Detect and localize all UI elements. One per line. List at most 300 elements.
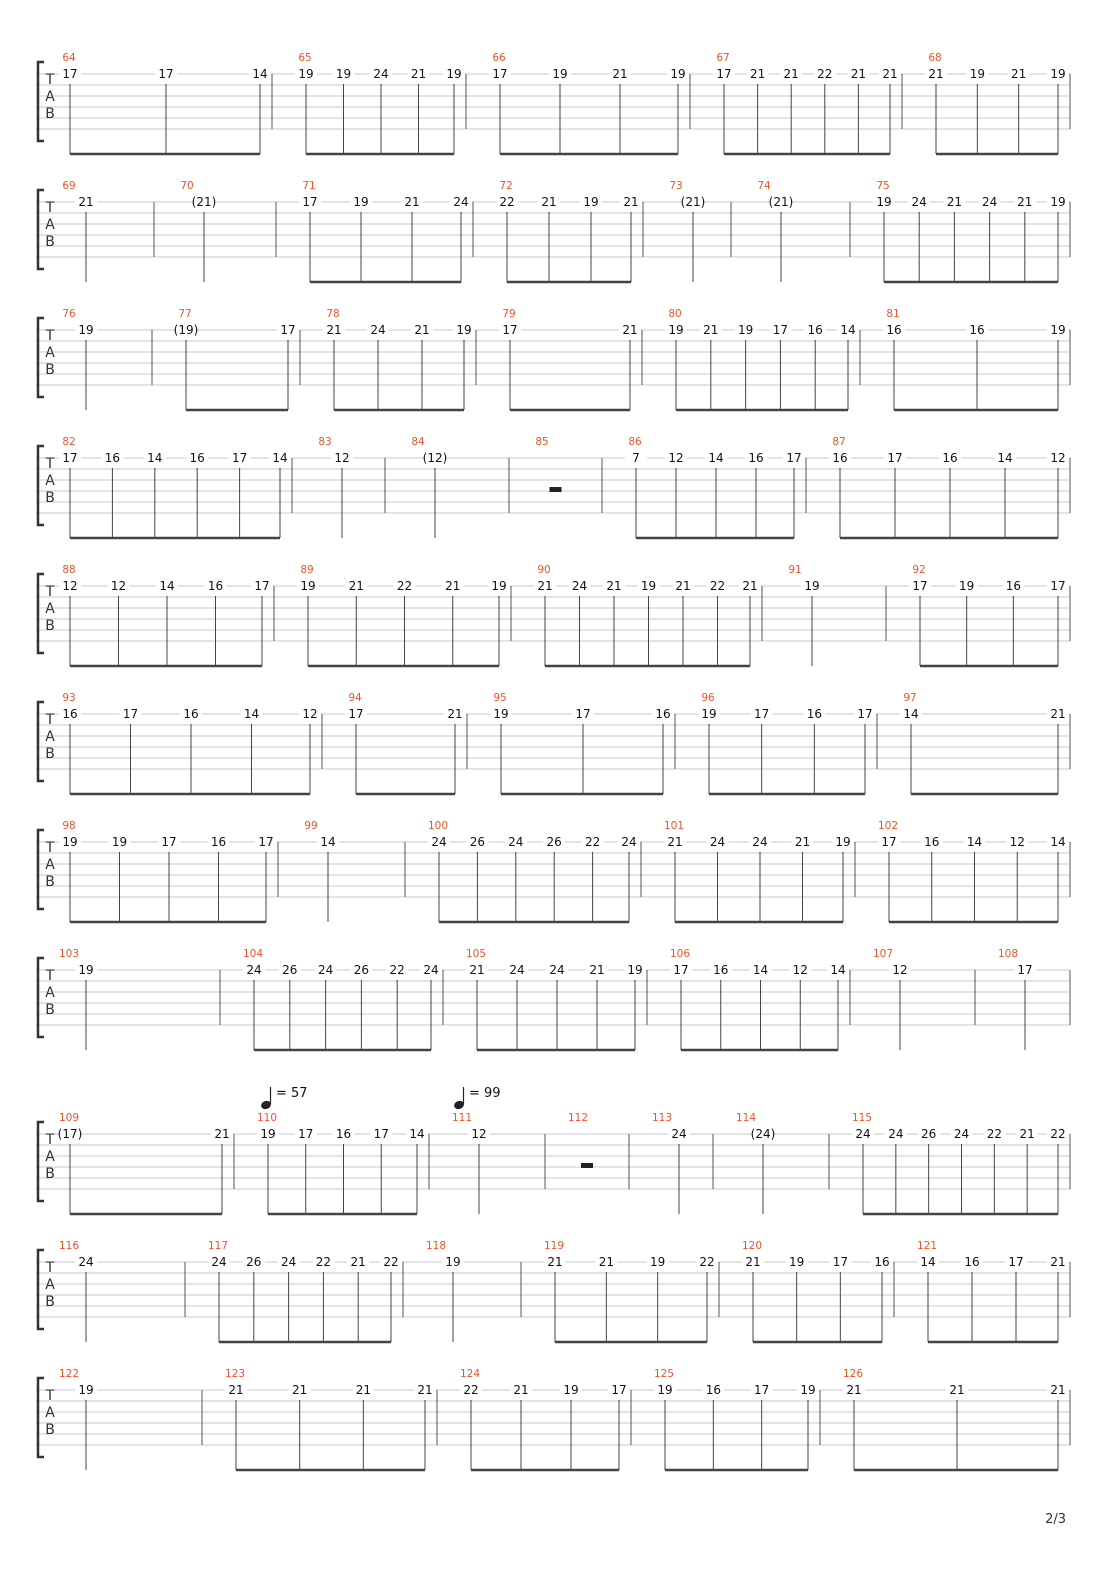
fret-number: 21 xyxy=(589,963,605,977)
tab-system xyxy=(36,1368,1070,1470)
fret-number: 19 xyxy=(78,963,94,977)
measure-number: 92 xyxy=(912,564,926,576)
fret-number: (21) xyxy=(768,195,794,209)
tempo-marking xyxy=(260,1086,308,1110)
fret-number: 12 xyxy=(892,963,908,977)
measure-number: 72 xyxy=(499,180,513,192)
measure-number: 123 xyxy=(224,1368,246,1380)
fret-number: 17 xyxy=(280,323,296,337)
fret-number: 19 xyxy=(789,1255,805,1269)
fret-number: 21 xyxy=(606,579,622,593)
measure-number: 82 xyxy=(62,436,76,448)
fret-number: 16 xyxy=(62,707,78,721)
tab-system xyxy=(36,564,1070,666)
measure-number: 90 xyxy=(537,564,551,576)
fret-number: 19 xyxy=(800,1383,816,1397)
fret-number: 16 xyxy=(748,451,764,465)
fret-number: 19 xyxy=(78,1383,94,1397)
fret-number: 16 xyxy=(807,323,823,337)
fret-number: 12 xyxy=(668,451,684,465)
tab-clef-letter: T xyxy=(45,1260,55,1276)
fret-number: 17 xyxy=(1008,1255,1024,1269)
tab-system xyxy=(36,1240,1070,1342)
fret-number: 12 xyxy=(471,1127,487,1141)
fret-number: 21 xyxy=(846,1383,862,1397)
fret-number: 24 xyxy=(508,835,524,849)
tab-clef-letter: A xyxy=(45,1149,55,1165)
measure-number: 81 xyxy=(886,308,900,320)
tab-system xyxy=(36,52,1070,154)
fret-number: 19 xyxy=(493,707,509,721)
fret-number: 21 xyxy=(445,579,461,593)
fret-number: 24 xyxy=(246,963,262,977)
fret-number: 16 xyxy=(1005,579,1021,593)
fret-number: 17 xyxy=(373,1127,389,1141)
fret-number: 12 xyxy=(1009,835,1025,849)
measure-number: 96 xyxy=(701,692,715,704)
measure-number: 98 xyxy=(62,820,76,832)
tab-clef-letter: A xyxy=(45,473,55,489)
fret-number: 24 xyxy=(888,1127,904,1141)
measure-number: 65 xyxy=(298,52,312,64)
measure-number: 109 xyxy=(58,1112,80,1124)
fret-number: 14 xyxy=(830,963,846,977)
fret-number: 22 xyxy=(986,1127,1002,1141)
fret-number: 17 xyxy=(502,323,518,337)
measure-number: 100 xyxy=(427,820,449,832)
tab-clef-letter: T xyxy=(45,328,55,344)
measure-number: 108 xyxy=(997,948,1019,960)
tab-clef-letter: B xyxy=(45,490,55,506)
fret-number: 19 xyxy=(335,67,352,81)
fret-number: 17 xyxy=(881,835,897,849)
measure-number: 103 xyxy=(58,948,80,960)
fret-number: 12 xyxy=(110,579,127,593)
tab-clef-letter: B xyxy=(45,746,55,762)
fret-number: 22 xyxy=(389,963,405,977)
measure-number: 121 xyxy=(916,1240,938,1252)
tab-system xyxy=(36,820,1070,922)
fret-number: 21 xyxy=(703,323,719,337)
rest-symbol xyxy=(550,487,562,492)
fret-number: 17 xyxy=(62,67,78,81)
fret-number: (21) xyxy=(680,195,706,209)
tab-clef-letter: A xyxy=(45,217,55,233)
fret-number: 14 xyxy=(903,707,919,721)
fret-number: 22 xyxy=(817,67,833,81)
tab-clef-letter: B xyxy=(45,234,55,250)
fret-number: 21 xyxy=(447,707,463,721)
fret-number: 22 xyxy=(699,1255,715,1269)
fret-number: 21 xyxy=(622,323,638,337)
fret-number: 17 xyxy=(1017,963,1033,977)
fret-number: 14 xyxy=(243,707,260,721)
measure-number: 115 xyxy=(851,1112,873,1124)
fret-number: 19 xyxy=(552,67,568,81)
fret-number: 17 xyxy=(611,1383,627,1397)
fret-number: 24 xyxy=(373,67,389,81)
fret-number: 16 xyxy=(210,835,227,849)
fret-number: 22 xyxy=(315,1255,332,1269)
fret-number: 16 xyxy=(969,323,985,337)
fret-number: 21 xyxy=(326,323,342,337)
fret-number: 21 xyxy=(742,579,758,593)
tab-clef-letter: T xyxy=(45,968,55,984)
tab-clef-letter: A xyxy=(45,89,55,105)
fret-number: 19 xyxy=(650,1255,666,1269)
fret-number: 16 xyxy=(886,323,902,337)
tab-clef-letter: A xyxy=(45,729,55,745)
fret-number: 26 xyxy=(921,1127,937,1141)
fret-number: 19 xyxy=(640,579,657,593)
fret-number: 26 xyxy=(546,835,562,849)
fret-number: 14 xyxy=(272,451,288,465)
measure-number: 85 xyxy=(535,436,549,448)
fret-number: 17 xyxy=(575,707,591,721)
measure-number: 107 xyxy=(872,948,894,960)
fret-number: 17 xyxy=(786,451,802,465)
fret-number: 24 xyxy=(211,1255,227,1269)
measure-number: 112 xyxy=(567,1112,589,1124)
fret-number: 21 xyxy=(1050,1383,1066,1397)
fret-number: 21 xyxy=(469,963,485,977)
measure-number: 93 xyxy=(62,692,76,704)
fret-number: 21 xyxy=(1019,1127,1035,1141)
measure-number: 84 xyxy=(411,436,425,448)
measure-number: 106 xyxy=(669,948,691,960)
measure-number: 80 xyxy=(668,308,682,320)
measure-number: 119 xyxy=(543,1240,565,1252)
fret-number: 12 xyxy=(302,707,318,721)
tab-system xyxy=(36,948,1070,1050)
fret-number: 24 xyxy=(953,1127,970,1141)
fret-number: 19 xyxy=(353,195,369,209)
fret-number: 21 xyxy=(1050,1255,1066,1269)
fret-number: 21 xyxy=(537,579,553,593)
fret-number: 24 xyxy=(78,1255,94,1269)
tab-system xyxy=(36,436,1070,538)
fret-number: 19 xyxy=(111,835,128,849)
fret-number: 16 xyxy=(189,451,205,465)
fret-number: 14 xyxy=(708,451,724,465)
fret-number: 22 xyxy=(1050,1127,1066,1141)
fret-number: 19 xyxy=(563,1383,579,1397)
fret-number: 17 xyxy=(754,707,770,721)
measure-number: 118 xyxy=(425,1240,447,1252)
fret-number: 24 xyxy=(981,195,998,209)
fret-number: 22 xyxy=(584,835,601,849)
fret-number: 14 xyxy=(409,1127,425,1141)
fret-number: (19) xyxy=(173,323,199,337)
fret-number: 17 xyxy=(62,451,78,465)
fret-number: 19 xyxy=(804,579,820,593)
fret-number: 24 xyxy=(509,963,525,977)
measure-number: 74 xyxy=(757,180,771,192)
fret-number: 26 xyxy=(469,835,486,849)
fret-number: (12) xyxy=(422,451,448,465)
measure-number: 120 xyxy=(741,1240,763,1252)
fret-number: 16 xyxy=(924,835,940,849)
fret-number: 7 xyxy=(632,451,640,465)
measure-number: 88 xyxy=(62,564,76,576)
fret-number: 19 xyxy=(298,67,314,81)
fret-number: 26 xyxy=(353,963,370,977)
fret-number: 22 xyxy=(396,579,413,593)
tab-clef-letter: T xyxy=(45,1132,55,1148)
tab-clef-letter: A xyxy=(45,345,55,361)
tab-clef-letter: B xyxy=(45,1166,55,1182)
measure-number: 117 xyxy=(207,1240,229,1252)
fret-number: 21 xyxy=(1017,195,1033,209)
tab-clef-letter: B xyxy=(45,1002,55,1018)
tab-clef-letter: A xyxy=(45,985,55,1001)
tab-clef-letter: B xyxy=(45,874,55,890)
measure-number: 86 xyxy=(628,436,642,448)
fret-number: 21 xyxy=(783,67,799,81)
measure-number: 95 xyxy=(493,692,507,704)
fret-number: 21 xyxy=(513,1383,529,1397)
fret-number: 19 xyxy=(670,67,686,81)
fret-number: 14 xyxy=(147,451,163,465)
tab-clef-letter: A xyxy=(45,857,55,873)
fret-number: 16 xyxy=(874,1255,890,1269)
fret-number: 19 xyxy=(969,67,985,81)
fret-number: 16 xyxy=(183,707,199,721)
fret-number: 24 xyxy=(453,195,469,209)
tab-clef-letter: T xyxy=(45,200,55,216)
measure-number: 110 xyxy=(256,1112,278,1124)
measure-number: 126 xyxy=(842,1368,864,1380)
fret-number: 17 xyxy=(302,195,318,209)
tab-system xyxy=(36,692,1070,794)
fret-number: 17 xyxy=(887,451,903,465)
measure-number: 105 xyxy=(465,948,487,960)
fret-number: 21 xyxy=(928,67,944,81)
fret-number: 19 xyxy=(657,1383,673,1397)
tab-clef-letter: A xyxy=(45,1405,55,1421)
fret-number: 16 xyxy=(335,1127,352,1141)
fret-number: 21 xyxy=(946,195,963,209)
fret-number: 14 xyxy=(752,963,769,977)
fret-number: 17 xyxy=(158,67,174,81)
fret-number: 17 xyxy=(912,579,928,593)
fret-number: 22 xyxy=(499,195,515,209)
fret-number: 24 xyxy=(431,835,447,849)
fret-number: 19 xyxy=(456,323,472,337)
tempo-label: = 57 xyxy=(276,1086,308,1101)
fret-number: (17) xyxy=(57,1127,83,1141)
tab-clef-letter: B xyxy=(45,362,55,378)
fret-number: 19 xyxy=(62,835,78,849)
fret-number: 21 xyxy=(749,67,766,81)
fret-number: 21 xyxy=(612,67,628,81)
fret-number: 21 xyxy=(794,835,811,849)
fret-number: 21 xyxy=(414,323,430,337)
tab-system xyxy=(36,180,1070,282)
fret-number: 24 xyxy=(423,963,439,977)
fret-number: 21 xyxy=(355,1383,371,1397)
fret-number: 24 xyxy=(911,195,927,209)
measure-number: 75 xyxy=(876,180,890,192)
fret-number: 17 xyxy=(254,579,270,593)
measure-number: 76 xyxy=(62,308,76,320)
fret-number: 16 xyxy=(964,1255,980,1269)
fret-number: 21 xyxy=(623,195,639,209)
measure-number: 78 xyxy=(326,308,340,320)
fret-number: 16 xyxy=(655,707,671,721)
measure-number: 79 xyxy=(502,308,516,320)
tab-clef-letter: B xyxy=(45,618,55,634)
measure-number: 104 xyxy=(242,948,264,960)
measure-number: 71 xyxy=(302,180,316,192)
fret-number: 21 xyxy=(404,195,420,209)
fret-number: 21 xyxy=(410,67,427,81)
fret-number: 14 xyxy=(920,1255,936,1269)
fret-number: 19 xyxy=(260,1127,276,1141)
tempo-label: = 99 xyxy=(469,1086,501,1101)
tab-clef-letter: B xyxy=(45,1422,55,1438)
fret-number: 21 xyxy=(228,1383,244,1397)
measure-number: 83 xyxy=(318,436,332,448)
measure-number: 67 xyxy=(716,52,730,64)
fret-number: 16 xyxy=(104,451,121,465)
fret-number: 21 xyxy=(292,1383,308,1397)
fret-number: 26 xyxy=(246,1255,262,1269)
page-number: 2/3 xyxy=(1045,1512,1066,1527)
tab-clef-letter: T xyxy=(45,584,55,600)
fret-number: 19 xyxy=(668,323,684,337)
fret-number: 17 xyxy=(348,707,364,721)
fret-number: 19 xyxy=(876,195,892,209)
measure-number: 68 xyxy=(928,52,942,64)
fret-number: 21 xyxy=(541,195,557,209)
measure-number: 73 xyxy=(669,180,683,192)
tab-clef-letter: T xyxy=(45,1388,55,1404)
tab-clef-letter: B xyxy=(45,1294,55,1310)
fret-number: 17 xyxy=(258,835,274,849)
fret-number: 17 xyxy=(754,1383,770,1397)
fret-number: 17 xyxy=(1050,579,1066,593)
fret-number: 17 xyxy=(772,323,789,337)
measure-number: 77 xyxy=(178,308,192,320)
measure-number: 66 xyxy=(492,52,506,64)
fret-number: 19 xyxy=(445,1255,461,1269)
measure-number: 87 xyxy=(832,436,846,448)
fret-number: 14 xyxy=(159,579,175,593)
tab-clef-letter: A xyxy=(45,601,55,617)
fret-number: 24 xyxy=(855,1127,871,1141)
measure-number: 124 xyxy=(459,1368,481,1380)
fret-number: 14 xyxy=(320,835,336,849)
fret-number: 19 xyxy=(835,835,851,849)
fret-number: 22 xyxy=(383,1255,399,1269)
tab-clef-letter: B xyxy=(45,106,55,122)
measure-number: 91 xyxy=(788,564,802,576)
fret-number: 24 xyxy=(671,1127,687,1141)
fret-number: 14 xyxy=(252,67,268,81)
fret-number: 19 xyxy=(491,579,507,593)
tab-clef-letter: T xyxy=(45,712,55,728)
fret-number: 17 xyxy=(231,451,248,465)
fret-number: 19 xyxy=(701,707,717,721)
fret-number: 12 xyxy=(1050,451,1066,465)
measure-number: 111 xyxy=(451,1112,473,1124)
fret-number: 19 xyxy=(627,963,643,977)
fret-number: 21 xyxy=(598,1255,614,1269)
fret-number: 21 xyxy=(547,1255,563,1269)
tab-clef-letter: T xyxy=(45,840,55,856)
fret-number: 16 xyxy=(942,451,958,465)
measure-number: 101 xyxy=(663,820,685,832)
fret-number: 12 xyxy=(792,963,808,977)
fret-number: 21 xyxy=(882,67,898,81)
fret-number: 16 xyxy=(832,451,848,465)
fret-number: 24 xyxy=(549,963,565,977)
fret-number: 21 xyxy=(214,1127,230,1141)
measure-number: 116 xyxy=(58,1240,80,1252)
fret-number: 16 xyxy=(705,1383,721,1397)
fret-number: 24 xyxy=(709,835,726,849)
tempo-marking xyxy=(453,1086,501,1110)
fret-number: 21 xyxy=(78,195,94,209)
fret-number: 21 xyxy=(417,1383,433,1397)
fret-number: 17 xyxy=(673,963,689,977)
fret-number: 19 xyxy=(1050,195,1066,209)
fret-number: 24 xyxy=(752,835,768,849)
fret-number: 21 xyxy=(667,835,683,849)
fret-number: 24 xyxy=(621,835,637,849)
measure-number: 64 xyxy=(62,52,76,64)
fret-number: 24 xyxy=(280,1255,297,1269)
fret-number: 22 xyxy=(709,579,726,593)
fret-number: 17 xyxy=(832,1255,848,1269)
fret-number: 14 xyxy=(840,323,856,337)
measure-number: 102 xyxy=(877,820,899,832)
measure-number: 97 xyxy=(903,692,917,704)
fret-number: 17 xyxy=(492,67,508,81)
fret-number: (21) xyxy=(191,195,217,209)
measure-number: 70 xyxy=(180,180,194,192)
measure-number: 113 xyxy=(651,1112,673,1124)
rest-symbol xyxy=(581,1163,593,1168)
measure-number: 94 xyxy=(348,692,362,704)
fret-number: 14 xyxy=(966,835,983,849)
measure-number: 114 xyxy=(735,1112,757,1124)
tab-clef-letter: T xyxy=(45,72,55,88)
fret-number: 17 xyxy=(161,835,177,849)
fret-number: 21 xyxy=(350,1255,366,1269)
fret-number: 24 xyxy=(370,323,386,337)
fret-number: 19 xyxy=(583,195,599,209)
fret-number: 26 xyxy=(282,963,298,977)
measure-number: 69 xyxy=(62,180,76,192)
fret-number: 17 xyxy=(716,67,732,81)
fret-number: 14 xyxy=(997,451,1013,465)
fret-number: 24 xyxy=(317,963,334,977)
measure-number: 122 xyxy=(58,1368,80,1380)
fret-number: 16 xyxy=(806,707,822,721)
fret-number: (24) xyxy=(750,1127,776,1141)
measure-number: 89 xyxy=(300,564,314,576)
fret-number: 22 xyxy=(463,1383,479,1397)
fret-number: 19 xyxy=(300,579,316,593)
fret-number: 17 xyxy=(857,707,873,721)
fret-number: 19 xyxy=(78,323,94,337)
fret-number: 21 xyxy=(675,579,691,593)
tab-system xyxy=(36,308,1070,410)
measure-number: 99 xyxy=(304,820,318,832)
fret-number: 19 xyxy=(737,323,754,337)
